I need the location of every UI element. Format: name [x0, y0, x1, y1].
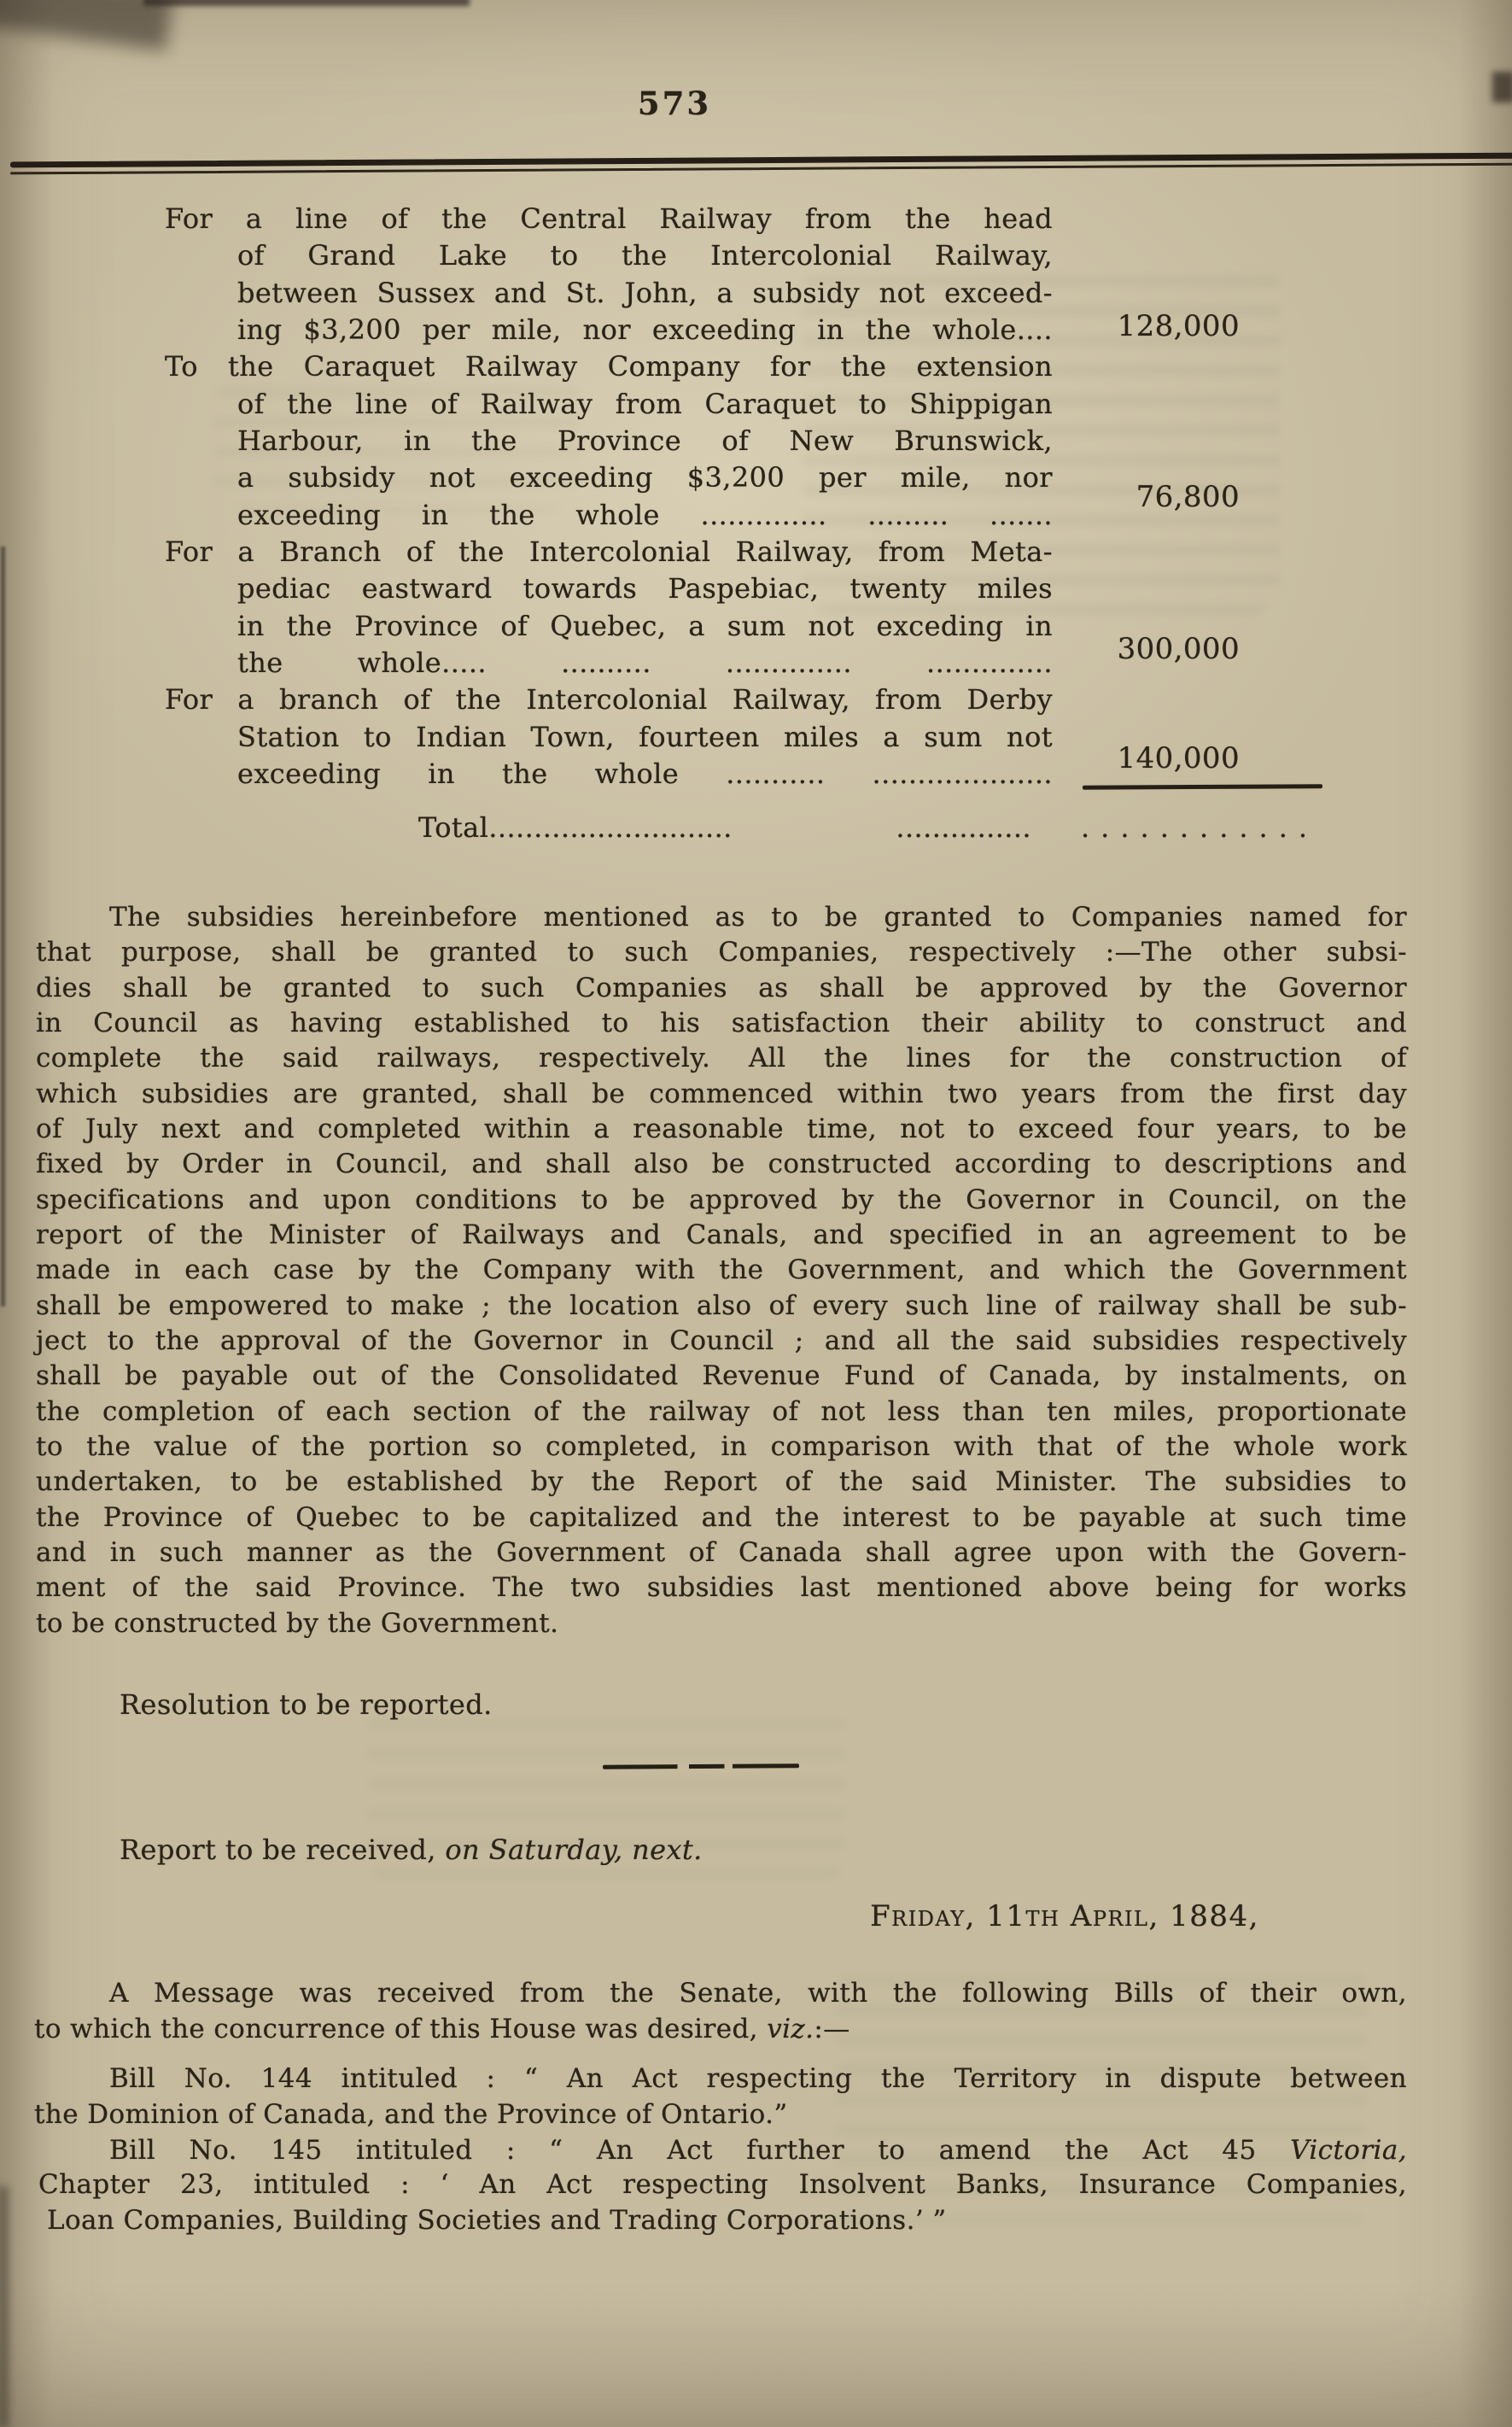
bill-145-line: Bill No. 145 intituled : “ An Act further to amend the Act 45 Victoria,: [109, 2135, 1407, 2166]
body-paragraph-line: to be constructed by the Government.: [36, 1608, 559, 1639]
subsidy-entry-line: Harbour, in the Province of New Brunswick,: [237, 424, 1053, 457]
bill-144-line: Bill No. 144 intituled : “ An Act respecting the Territory in dispute between: [109, 2063, 1407, 2094]
body-paragraph-line: fixed by Order in Council, and shall also be constructed according to descriptions and: [36, 1149, 1407, 1179]
bill-145-line: Chapter 23, intituled : ‘ An Act respecting Insolvent Banks, Insurance Companies,: [38, 2169, 1407, 2200]
subsidy-amount: 128,000: [1117, 309, 1240, 343]
total-row-label: Total........................... ...............: [418, 811, 1031, 844]
scan-edge-blotch-topleft: [0, 0, 174, 51]
session-date: Friday, 11th April, 1884,: [870, 1899, 1259, 1933]
subsidy-entry-line: of Grand Lake to the Intercolonial Railway,: [237, 239, 1053, 272]
body-paragraph-line: which subsidies are granted, shall be commenced within two years from the first day: [36, 1079, 1407, 1109]
resolution-line: Resolution to be reported.: [120, 1688, 493, 1721]
subsidy-entry-line: To the Caraquet Railway Company for the extension: [165, 350, 1053, 383]
body-paragraph-line: complete the said railways, respectively. All the lines for the construction of: [36, 1043, 1407, 1073]
body-paragraph-line: specifications and upon conditions to be approved by the Governor in Council, on the: [36, 1184, 1407, 1215]
body-paragraph-line: the completion of each section of the railway of not less than ten miles, proportionate: [36, 1396, 1407, 1427]
subsidy-amount: 76,800: [1135, 480, 1240, 514]
body-paragraph-line: The subsidies hereinbefore mentioned as to be granted to Companies named for: [109, 902, 1407, 933]
subsidy-amount: 140,000: [1117, 741, 1240, 775]
subsidy-entry-line: of the line of Railway from Caraquet to Shippigan: [237, 388, 1053, 420]
body-paragraph-line: report of the Minister of Railways and Canals, and specified in an agreement to be: [36, 1219, 1407, 1250]
body-paragraph-line: in Council as having established to his satisfaction their ability to construct and: [36, 1008, 1407, 1038]
body-paragraph-line: dies shall be granted to such Companies as shall be approved by the Governor: [36, 973, 1407, 1003]
scan-edge-sliver-top: [143, 0, 470, 6]
total-sum-rule: [1083, 784, 1322, 789]
total-amount-leader: ............: [1081, 812, 1319, 844]
body-paragraph-line: ject to the approval of the Governor in Council ; and all the said subsidies respectively: [36, 1325, 1407, 1356]
body-paragraph-line: made in each case by the Company with the Government, and which the Government: [36, 1254, 1407, 1285]
body-paragraph-line: that purpose, shall be granted to such Companies, respectively :—The other subsi-: [36, 937, 1407, 968]
subsidy-entry-line: For a line of the Central Railway from the head: [165, 202, 1053, 235]
subsidy-entry-line: a subsidy not exceeding $3,200 per mile, nor: [237, 461, 1053, 494]
subsidy-amount: 300,000: [1117, 632, 1240, 666]
body-paragraph-line: undertaken, to be established by the Report of the said Minister. The subsidies to: [36, 1466, 1407, 1497]
subsidy-entry-line: pediac eastward towards Paspebiac, twenty miles: [237, 572, 1053, 605]
report-line: Report to be received, on Saturday, next.: [120, 1833, 703, 1866]
body-paragraph-line: ment of the said Province. The two subsidies last mentioned above being for works: [36, 1572, 1407, 1603]
subsidy-entry-line: between Sussex and St. John, a subsidy not exceed-: [237, 277, 1053, 309]
gutter-shadow-line: [1, 547, 5, 1307]
body-paragraph-line: shall be payable out of the Consolidated Revenue Fund of Canada, by instalments, on: [36, 1360, 1407, 1391]
gutter-shadow-bottom: [0, 2186, 9, 2427]
body-paragraph-line: of July next and completed within a reasonable time, not to exceed four years, to be: [36, 1114, 1407, 1144]
bill-145-line: Loan Companies, Building Societies and Trading Corporations.’ ”: [47, 2205, 947, 2236]
subsidy-entry-line: the whole..... .......... .............. ..............: [237, 646, 1053, 679]
subsidy-entry-line: For a Branch of the Intercolonial Railway, from Meta-: [165, 535, 1053, 568]
subsidy-entry-line: ing $3,200 per mile, nor exceeding in the whole....: [237, 313, 1053, 346]
subsidy-entry-line: Station to Indian Town, fourteen miles a sum not: [237, 721, 1053, 753]
header-double-rule: [10, 153, 1512, 174]
subsidy-entry-line: For a branch of the Intercolonial Railway, from Derby: [165, 683, 1053, 716]
message-line: A Message was received from the Senate, with the following Bills of their own,: [109, 1978, 1407, 2009]
message-line: to which the concurrence of this House was desired, viz.:—: [34, 2014, 850, 2044]
body-paragraph-line: the Province of Quebec to be capitalized and the interest to be payable at such time: [36, 1502, 1407, 1533]
subsidy-entry-line: exceeding in the whole ........... ....................: [237, 757, 1053, 790]
bill-144-line: the Dominion of Canada, and the Province of Ontario.”: [34, 2099, 788, 2130]
body-paragraph-line: and in such manner as the Government of Canada shall agree upon with the Govern-: [36, 1537, 1407, 1568]
body-paragraph-line: to the value of the portion so completed, in comparison with that of the whole work: [36, 1431, 1407, 1462]
scan-edge-nub-right: [1492, 72, 1512, 102]
page-number: 573: [637, 85, 712, 122]
subsidy-entry-line: in the Province of Quebec, a sum not exceding in: [237, 610, 1053, 642]
body-paragraph-line: shall be empowered to make ; the location also of every such line of railway shall be sub-: [36, 1290, 1407, 1321]
subsidy-entry-line: exceeding in the whole .............. ......... .......: [237, 499, 1053, 531]
